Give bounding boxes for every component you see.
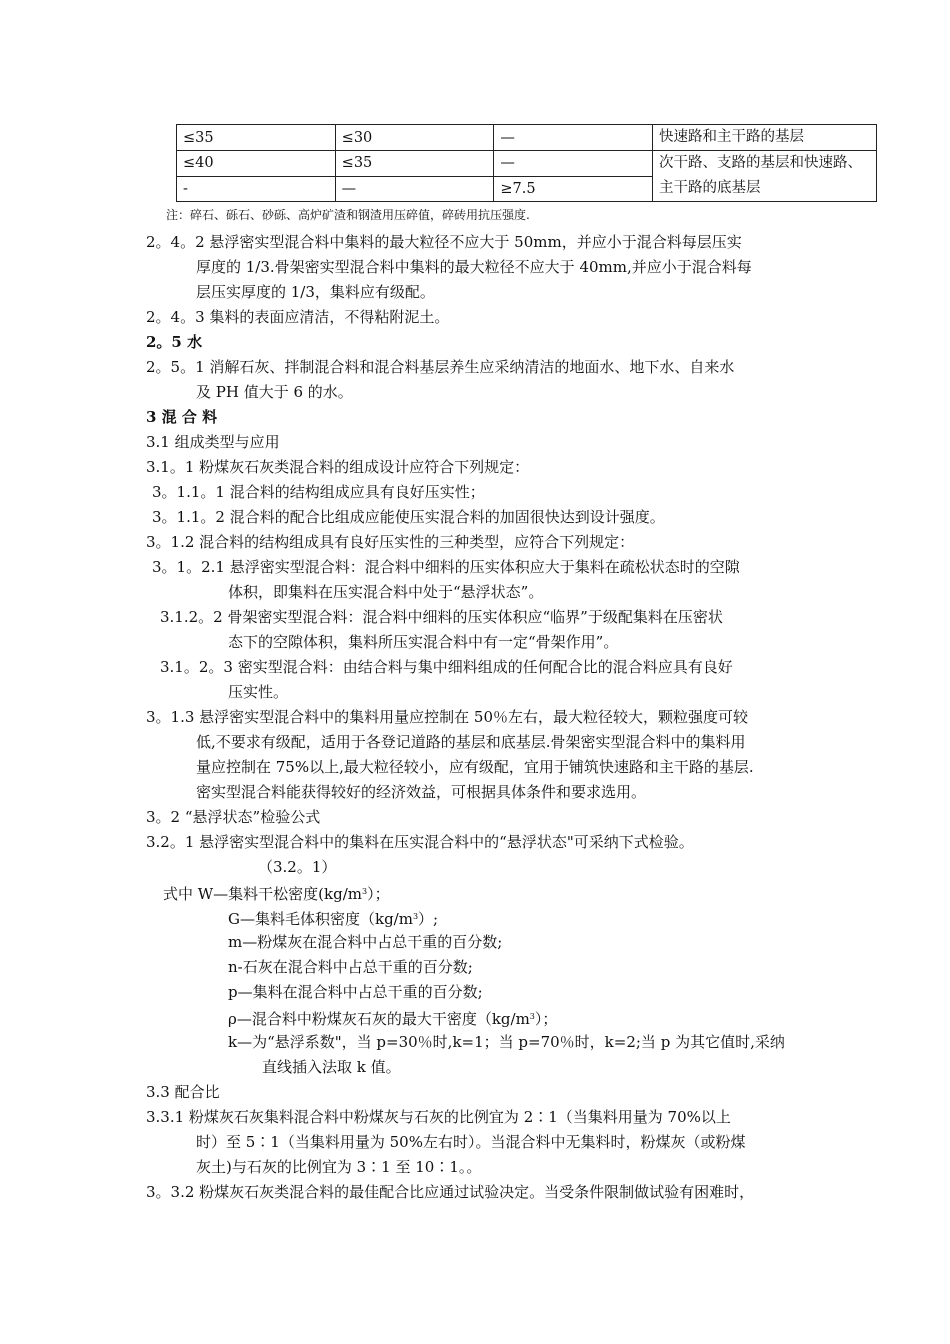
clause-3-1-2-2: 3.1.2。2 骨架密实型混合料：混合料中细料的压实体积应“临界”于级配集料在压密状 [160, 608, 723, 626]
legend-rho [228, 1007, 557, 1029]
paragraph-line: 态下的空隙体积，集料所压实混合料中有一定“骨架作用”。 [228, 633, 619, 651]
paragraph-line: 体积，即集料在压实混合料中处于“悬浮状态”。 [228, 583, 544, 601]
legend-g-end: ）; [418, 910, 439, 928]
table-cell: ≤30 [335, 125, 494, 151]
paragraph-line: 厚度的 1/3.骨架密实型混合料中集料的最大粒径不应大于 40mm,并应小于混合料每 [196, 258, 752, 276]
superscript: 3 [412, 912, 419, 921]
clause-3-3-1: 3.3.1 粉煤灰石灰集料混合料中粉煤灰与石灰的比例宜为 2∶1（当集料用量为 70%以上 [146, 1108, 731, 1126]
section-heading: 3。2 “悬浮状态”检验公式 [146, 808, 321, 826]
table-cell: — [335, 176, 494, 202]
superscript: 3 [529, 1012, 535, 1021]
clause-2-4-3: 2。4。3 集料的表面应清洁，不得粘附泥土。 [146, 308, 450, 326]
paragraph-line: 灰土)与石灰的比例宜为 3∶1 至 10∶1。。 [196, 1158, 482, 1176]
table-cell: - [177, 176, 336, 202]
section-heading-water: 2。5 水 [146, 333, 203, 351]
legend-rho-end: ）； [534, 1010, 558, 1028]
table-row [177, 125, 877, 151]
clause-3-1-2-3: 3.1。2。3 密实型混合料：由结合料与集中细料组成的任何配合比的混合料应具有良好 [160, 658, 733, 676]
clause-3-1-1: 3.1。1 粉煤灰石灰类混合料的组成设计应符合下列规定： [146, 458, 530, 476]
table-cell: — [494, 151, 653, 177]
table-cell: 快速路和主干路的基层 [653, 125, 877, 151]
paragraph-line: 密实型混合料能获得较好的经济效益，可根据具体条件和要求选用。 [196, 783, 647, 801]
table-row [177, 151, 877, 177]
paragraph-line: 低,不要求有级配，适用于各登记道路的基层和底基层.骨架密实型混合料中的集料用 [196, 733, 746, 751]
paragraph-line: 层压实厚度的 1/3，集料应有级配。 [196, 283, 435, 301]
clause-3-1-1-1: 3。1.1。1 混合料的结构组成应具有良好压实性； [152, 483, 485, 501]
clause-2-5-1: 2。5。1 消解石灰、拌制混合料和混合料基层养生应采纳清洁的地面水、地下水、自来水 [146, 358, 735, 376]
paragraph-line: 压实性。 [228, 683, 289, 701]
table-cell: 次干路、支路的基层和快速路、主干路的底基层 [653, 151, 877, 202]
legend-g [228, 907, 438, 929]
legend-p: p—集料在混合料中占总干重的百分数; [228, 983, 483, 1001]
table-note: 注：碎石、砾石、砂砾、高炉矿渣和钢渣用压碎值，碎砖用抗压强度. [166, 208, 530, 222]
table-cell: — [494, 125, 653, 151]
legend-w-text: 式中 W—集料干松密度(kg/m [163, 885, 363, 903]
legend-w-end: ）； [367, 885, 390, 903]
table-cell: ≤35 [177, 125, 336, 151]
legend-rho-text: ρ—混合料中粉煤灰石灰的最大干密度（kg/m [228, 1010, 530, 1028]
section-heading: 3.1 组成类型与应用 [146, 433, 280, 451]
table-cell: ≤40 [177, 151, 336, 177]
clause-3-1-3: 3。1.3 悬浮密实型混合料中的集料用量应控制在 50％左右，最大粒径较大，颗粒强度可较 [146, 708, 749, 726]
paragraph-line: 量应控制在 75%以上,最大粒径较小，应有级配，宜用于铺筑快速路和主干路的基层. [196, 758, 754, 776]
table-cell: ≥7.5 [494, 176, 653, 202]
legend-w [163, 882, 390, 904]
paragraph-line: 及 PH 值大于 6 的水。 [196, 383, 353, 401]
clause-3-1-2-1: 3。1。2.1 悬浮密实型混合料：混合料中细料的压实体积应大于集料在疏松状态时的空隙 [152, 558, 740, 576]
legend-k: k—为“悬浮系数"，当 p=30％时,k=1；当 p=70％时，k=2;当 p 为其它值时,采纳 [228, 1033, 785, 1051]
legend-m: m—粉煤灰在混合料中占总干重的百分数; [228, 933, 503, 951]
spec-table [176, 124, 877, 202]
table-cell: ≤35 [335, 151, 494, 177]
legend-n: n-石灰在混合料中占总干重的百分数; [228, 958, 473, 976]
legend-g-text: G—集料毛体积密度（kg/m [228, 910, 413, 928]
paragraph-line: 时）至 5∶1（当集料用量为 50%左右时）。当混合料中无集料时，粉煤灰（或粉煤 [196, 1133, 746, 1151]
clause-3-1-2: 3。1.2 混合料的结构组成具有良好压实性的三种类型，应符合下列规定： [146, 533, 635, 551]
superscript: 3 [362, 887, 368, 896]
chapter-heading: 3 混 合 料 [146, 408, 218, 426]
clause-3-2-1: 3.2。1 悬浮密实型混合料中的集料在压实混合料中的“悬浮状态"可采纳下式检验。 [146, 833, 694, 851]
clause-3-1-1-2: 3。1.1。2 混合料的配合比组成应能使压实混合料的加固很快达到设计强度。 [152, 508, 665, 526]
clause-2-4-2: 2。4。2 悬浮密实型混合料中集料的最大粒径不应大于 50mm，并应小于混合料每层压实 [146, 233, 742, 251]
clause-3-3-2: 3。3.2 粉煤灰石灰类混合料的最佳配合比应通过试验决定。当受条件限制做试验有困难时， [146, 1183, 755, 1201]
section-heading: 3.3 配合比 [146, 1083, 220, 1101]
paragraph-line: 直线插入法取 k 值。 [262, 1058, 401, 1076]
formula-number: （3.2。1） [258, 858, 337, 876]
